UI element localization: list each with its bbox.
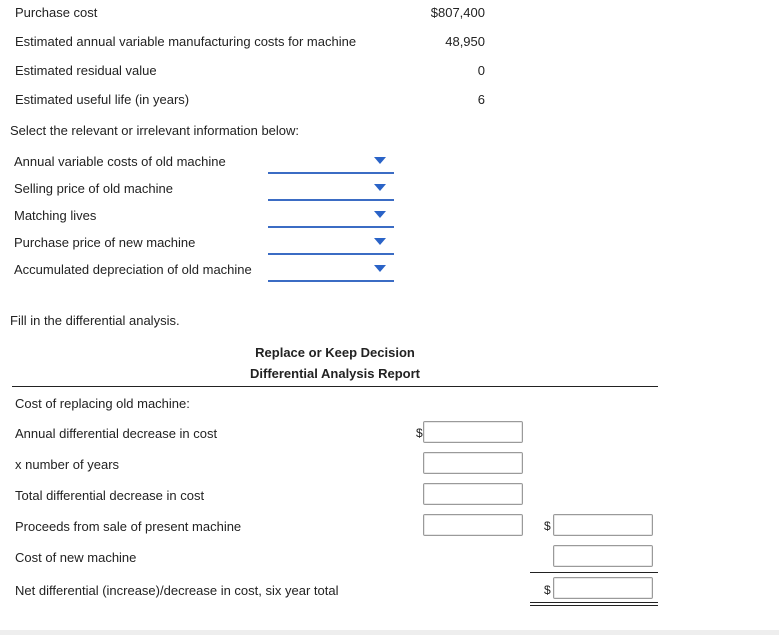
row-label-total-decrease: Total differential decrease in cost bbox=[15, 488, 205, 503]
net-input[interactable] bbox=[553, 577, 653, 599]
relevance-item-label: Accumulated depreciation of old machine bbox=[14, 262, 252, 277]
relevance-dropdown[interactable] bbox=[268, 150, 394, 174]
chevron-down-icon bbox=[374, 238, 386, 245]
row-label-proceeds: Proceeds from sale of present machine bbox=[15, 519, 242, 534]
given-label-variable-costs: Estimated annual variable manufacturing costs for machine bbox=[15, 34, 357, 49]
total-rule-1 bbox=[530, 602, 658, 603]
row-label-cost-new: Cost of new machine bbox=[15, 550, 137, 565]
row-label-annual-decrease: Annual differential decrease in cost bbox=[15, 426, 218, 441]
chevron-down-icon bbox=[374, 157, 386, 164]
currency-symbol: $ bbox=[544, 519, 551, 533]
total-rule-2 bbox=[530, 605, 658, 606]
row-label-num-years: x number of years bbox=[15, 457, 120, 472]
report-subtitle: Differential Analysis Report bbox=[249, 366, 420, 381]
relevance-dropdown[interactable] bbox=[268, 177, 394, 201]
relevance-item-label: Purchase price of new machine bbox=[14, 235, 196, 250]
proceeds-input-col2[interactable] bbox=[553, 514, 653, 536]
report-title: Replace or Keep Decision bbox=[255, 345, 415, 360]
relevance-item-label: Annual variable costs of old machine bbox=[14, 154, 226, 169]
bottom-divider bbox=[0, 630, 779, 635]
currency-symbol: $ bbox=[416, 426, 423, 440]
row-label-cost-replacing: Cost of replacing old machine: bbox=[15, 396, 190, 411]
proceeds-input-col1[interactable] bbox=[423, 514, 523, 536]
relevance-instruction: Select the relevant or irrelevant information below: bbox=[10, 123, 300, 138]
chevron-down-icon bbox=[374, 184, 386, 191]
relevance-dropdown[interactable] bbox=[268, 231, 394, 255]
given-label-purchase-cost: Purchase cost bbox=[15, 5, 98, 20]
given-label-useful-life: Estimated useful life (in years) bbox=[15, 92, 190, 107]
cost-new-input[interactable] bbox=[553, 545, 653, 567]
relevance-item-label: Selling price of old machine bbox=[14, 181, 173, 196]
subtotal-rule bbox=[530, 572, 658, 573]
given-value-useful-life: 6 bbox=[477, 92, 485, 107]
annual-decrease-input[interactable] bbox=[423, 421, 523, 443]
chevron-down-icon bbox=[374, 265, 386, 272]
num-years-input[interactable] bbox=[423, 452, 523, 474]
relevance-dropdown[interactable] bbox=[268, 204, 394, 228]
chevron-down-icon bbox=[374, 211, 386, 218]
currency-symbol: $ bbox=[544, 583, 551, 597]
given-label-residual-value: Estimated residual value bbox=[15, 63, 157, 78]
total-decrease-input-col1[interactable] bbox=[423, 483, 523, 505]
given-value-variable-costs: 48,950 bbox=[445, 34, 485, 49]
given-value-purchase-cost: $807,400 bbox=[430, 5, 485, 20]
relevance-dropdown[interactable] bbox=[268, 258, 394, 282]
header-rule bbox=[12, 386, 658, 387]
analysis-instruction: Fill in the differential analysis. bbox=[10, 313, 180, 328]
row-label-net: Net differential (increase)/decrease in cost, six year total bbox=[15, 583, 339, 598]
given-value-residual-value: 0 bbox=[477, 63, 485, 78]
relevance-item-label: Matching lives bbox=[14, 208, 97, 223]
